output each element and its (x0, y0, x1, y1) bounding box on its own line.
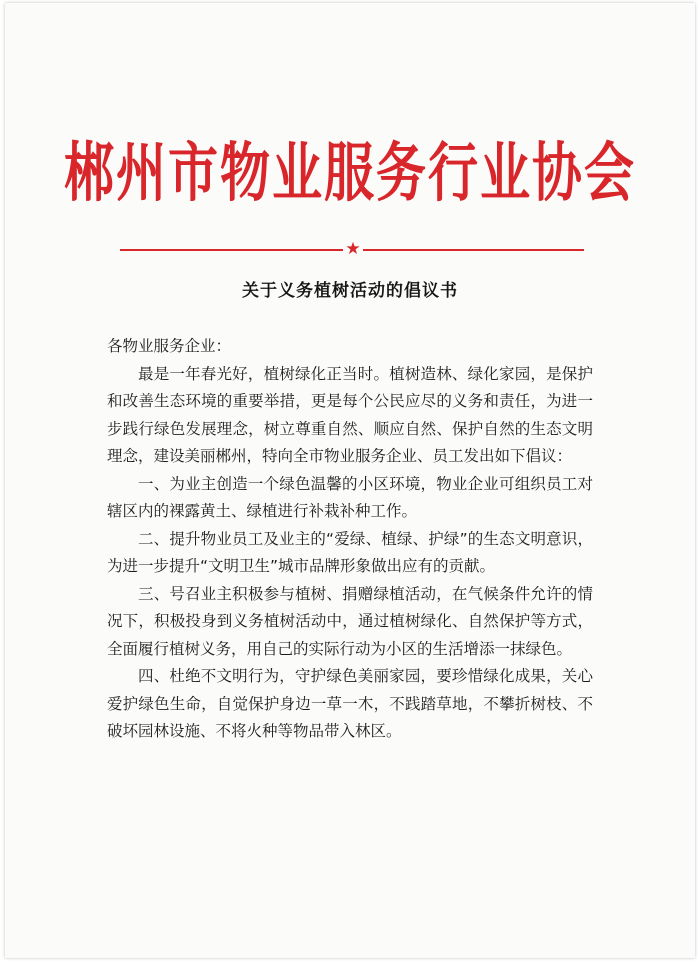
paragraph-item-4: 四、杜绝不文明行为，守护绿色美丽家园，要珍惜绿化成果，关心爱护绿色生命，自觉保护身边一草一木，不践踏草地，不攀折树枝、不破坏园林设施、不将火种等物品带入林区。 (107, 667, 593, 740)
document-body (107, 333, 593, 746)
header-divider-right (363, 249, 584, 251)
paragraph-item-3: 三、号召业主积极参与植树、捐赠绿植活动，在气候条件允许的情况下，积极投身到义务植树活动中，通过植树绿化、自然保护等方式，全面履行植树义务，用自己的实际行动为小区的生活增添一抹绿色。 (107, 584, 593, 658)
greeting: 各物业服务企业： (107, 337, 232, 355)
paragraph-item-1: 一、为业主创造一个绿色温馨的小区环境，物业企业可组织员工对辖区内的裸露黄土、绿植进行补栽补种工作。 (107, 474, 593, 520)
document-page (5, 3, 695, 958)
organization-title: 郴州市物业服务行业协会 (64, 134, 636, 211)
paragraph-intro: 最是一年春光好，植树绿化正当时。植树造林、绿化家园，是保护和改善生态环境的重要举措，更是每个公民应尽的义务和责任，为进一步践行绿色发展理念，树立尊重自然、顺应自然、保护自然的生态文明理念，建设美丽郴州，特向全市物业服务企业、员工发出如下倡议： (107, 364, 593, 465)
star-icon: ★ (345, 239, 361, 259)
header-divider-left (120, 249, 343, 251)
paragraph-item-2: 二、提升物业员工及业主的“爱绿、植绿、护绿”的生态文明意识，为进一步提升“文明卫生”城市品牌形象做出应有的贡献。 (107, 529, 593, 575)
document-title: 关于义务植树活动的倡议书 (242, 281, 458, 301)
